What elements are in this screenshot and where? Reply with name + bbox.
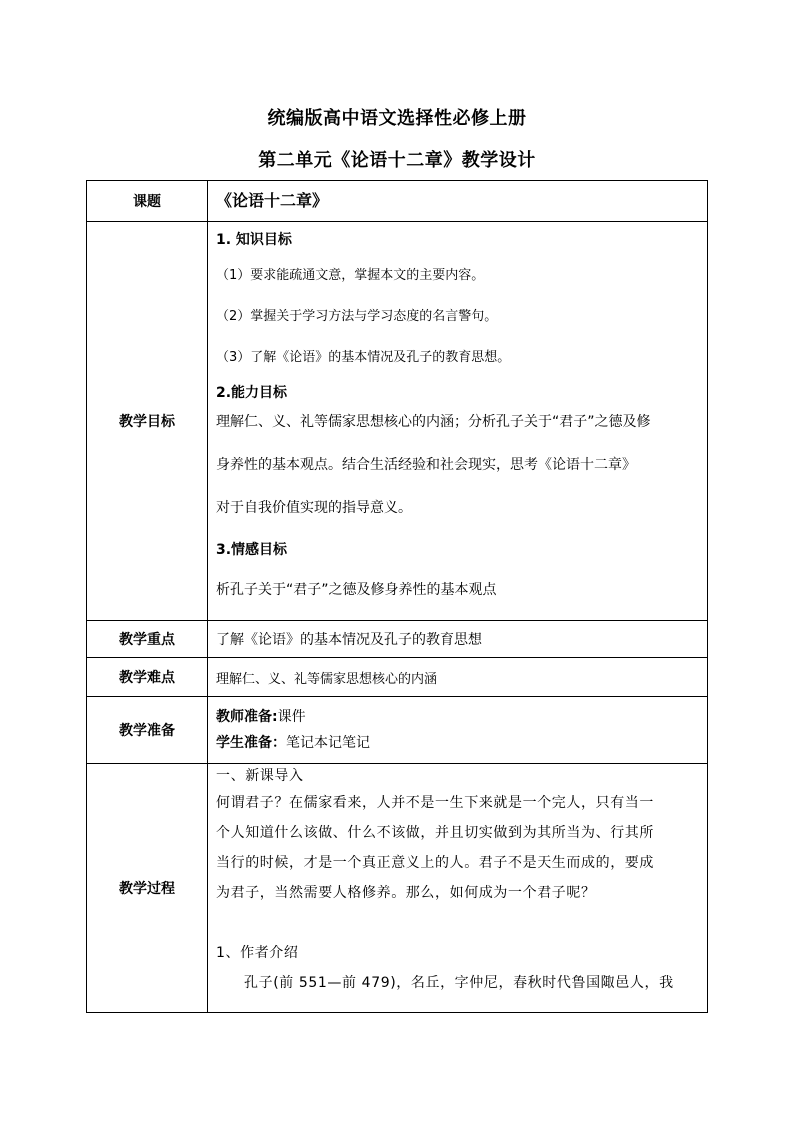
intro-line: 个人知道什么该做、什么不该做，并且切实做到为其所当为、行其所 — [216, 825, 654, 841]
label-objectives: 教学目标 — [87, 222, 208, 621]
ability-line: 身养性的基本观点。结合生活经验和社会现实，思考《论语十二章》 — [216, 457, 636, 473]
teacher-preparation-label: 教师准备: — [216, 709, 278, 725]
difficulties-text: 理解仁、义、礼等儒家思想核心的内涵 — [216, 671, 438, 687]
table-row-course — [87, 181, 708, 222]
label-course: 课题 — [87, 181, 208, 222]
label-process: 教学过程 — [87, 764, 208, 1013]
course-title: 《论语十二章》 — [216, 191, 329, 210]
author-line: 孔子(前 551—前 479)，名丘，字仲尼，春秋时代鲁国陬邑人，我 — [244, 975, 674, 991]
ability-line: 理解仁、义、礼等儒家思想核心的内涵；分析孔子关于“君子”之德及修 — [216, 414, 651, 430]
student-preparation-value: 笔记本记笔记 — [286, 735, 370, 751]
intro-line: 为君子，当然需要人格修养。那么，如何成为一个君子呢？ — [216, 885, 596, 901]
knowledge-item: （3）了解《论语》的基本情况及孔子的教育思想。 — [216, 350, 511, 365]
label-key-points: 教学重点 — [87, 621, 208, 658]
emotion-line: 析孔子关于“君子”之德及修身养性的基本观点 — [216, 582, 497, 598]
label-difficulties: 教学难点 — [87, 658, 208, 697]
knowledge-item: （2）掌握关于学习方法与学习态度的名言警句。 — [216, 309, 498, 324]
ability-line: 对于自我价值实现的指导意义。 — [216, 500, 412, 516]
content-preparation — [208, 697, 708, 764]
content-key-points — [208, 621, 708, 658]
intro-line: 何谓君子？在儒家看来，人并不是一生下来就是一个完人，只有当一 — [216, 795, 654, 811]
document-subtitle: 第二单元《论语十二章》教学设计 — [258, 150, 536, 171]
intro-line: 当行的时候，才是一个真正意义上的人。君子不是天生而成的，要成 — [216, 855, 654, 871]
ability-heading: 2.能力目标 — [216, 385, 288, 401]
knowledge-heading: 1. 知识目标 — [216, 232, 292, 248]
lesson-plan-table — [86, 180, 708, 1013]
content-difficulties — [208, 658, 708, 697]
table-row-objectives — [87, 222, 708, 621]
document-title: 统编版高中语文选择性必修上册 — [267, 108, 527, 129]
teacher-preparation — [216, 704, 701, 730]
key-points-text: 了解《论语》的基本情况及孔子的教育思想 — [216, 632, 482, 648]
intro-heading: 一、新课导入 — [216, 768, 304, 784]
student-preparation-label: 学生准备： — [216, 735, 286, 751]
table-row-key-points — [87, 621, 708, 658]
emotion-heading: 3.情感目标 — [216, 542, 288, 558]
content-course — [208, 181, 708, 222]
knowledge-item: （1）要求能疏通文意，掌握本文的主要内容。 — [216, 268, 485, 283]
student-preparation — [216, 730, 701, 756]
table-row-process — [87, 764, 708, 1013]
table-row-difficulties — [87, 658, 708, 697]
content-process — [208, 764, 708, 1013]
content-objectives — [208, 222, 708, 621]
label-preparation: 教学准备 — [87, 697, 208, 764]
teacher-preparation-value: 课件 — [277, 709, 306, 725]
table-row-preparation — [87, 697, 708, 764]
author-heading: 1、作者介绍 — [216, 945, 299, 961]
